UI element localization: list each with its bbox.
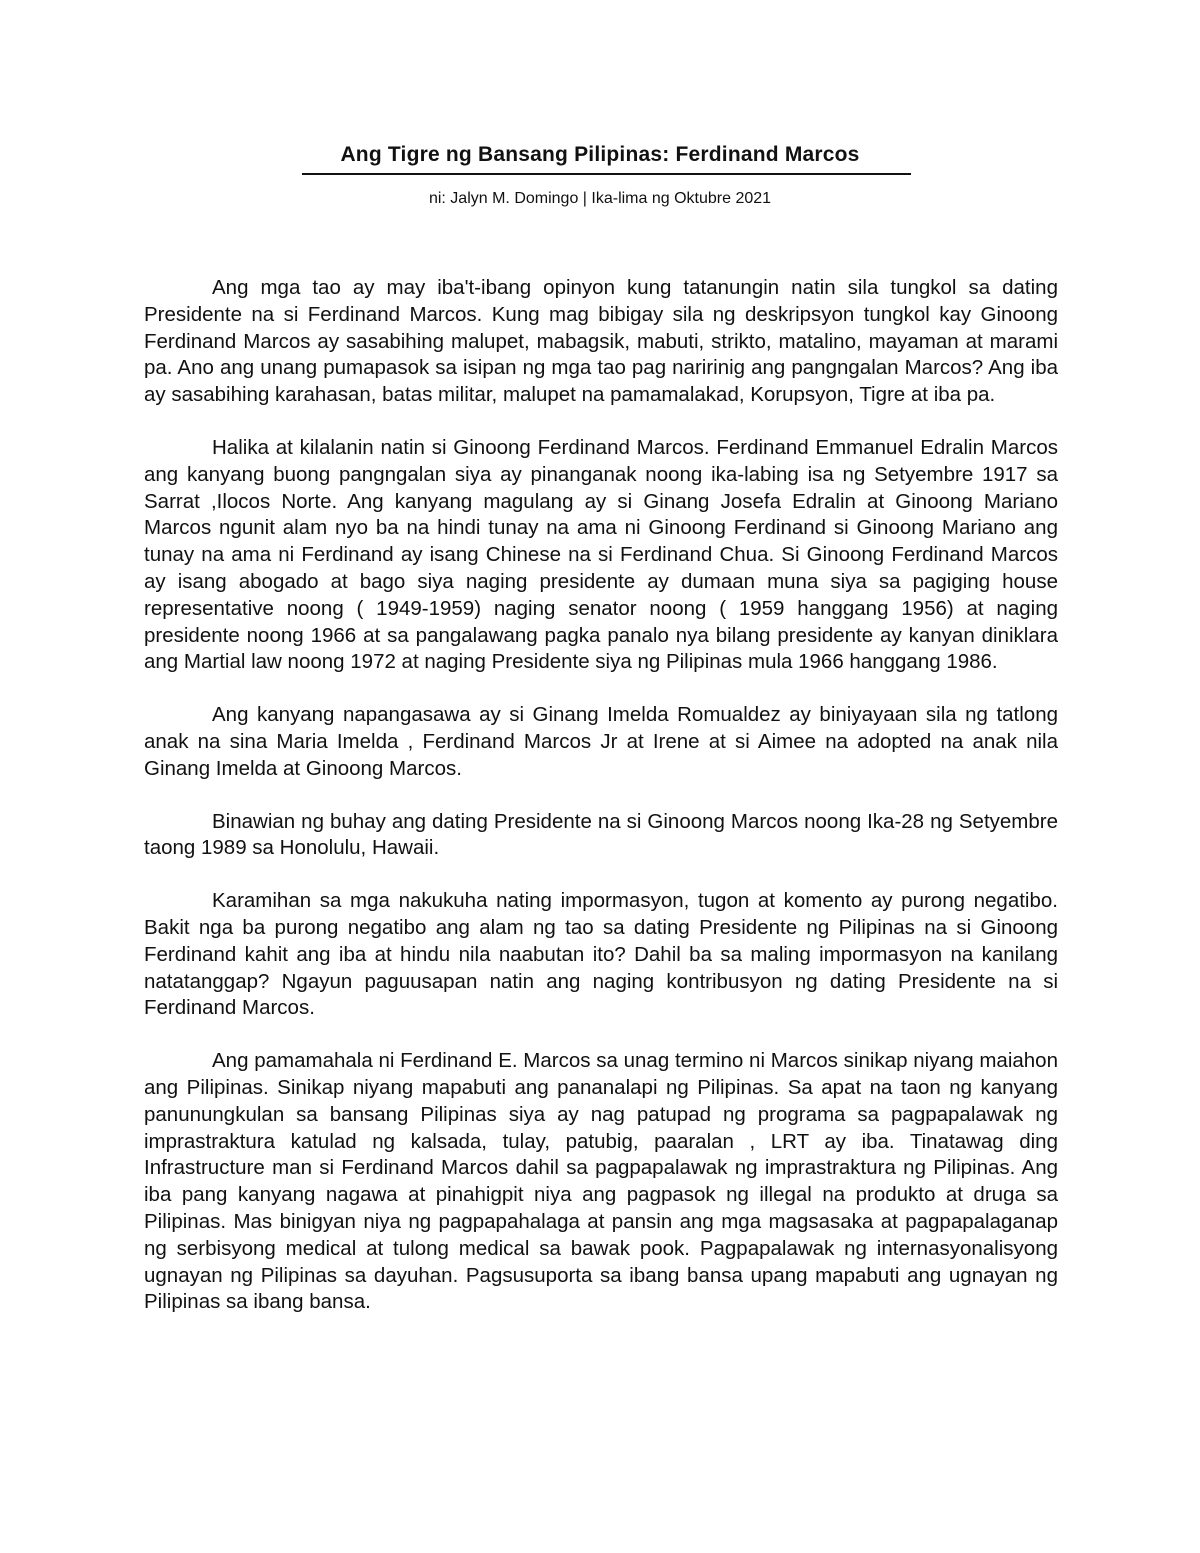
article-body xyxy=(144,275,1058,1342)
document-title: Ang Tigre ng Bansang Pilipinas: Ferdinand Marcos xyxy=(340,143,860,166)
paragraph: Binawian ng buhay ang dating Presidente na si Ginoong Marcos noong Ika-28 ng Setyembre taong 1989 sa Honolulu, Hawaii. xyxy=(144,809,1058,860)
paragraph: Halika at kilalanin natin si Ginoong Ferdinand Marcos. Ferdinand Emmanuel Edralin Marcos ang kanyang buong pangngalan siya ay pinanganak noong ika-labing isa ng Setyembre 1917 sa Sarrat ,Ilocos Norte. Ang kanyang magulang ay si Ginang Josefa Edralin at Ginoong Mariano Marcos ngunit alam nyo ba na hindi tunay na ama ni Ginoong Ferdinand si Ginoong Mariano ang tunay na ama ni Ferdinand ay isang Chinese na si Ferdinand Chua. Si Ginoong Ferdinand Marcos ay isang abogado at bago siya naging presidente ay dumaan muna siya sa pagiging house representative noong ( 1949-1959) naging senator noong ( 1959 hanggang 1956) at naging presidente noong 1966 at sa pangalawang pagka panalo nya bilang presidente ay kanyan diniklara ang Martial law noong 1972 at naging Presidente siya ng Pilipinas mula 1966 hanggang 1986. xyxy=(144,435,1058,674)
paragraph: Ang mga tao ay may iba't-ibang opinyon kung tatanungin natin sila tungkol sa dating Presidente na si Ferdinand Marcos. Kung mag bibigay sila ng deskripsyon tungkol kay Ginoong Ferdinand Marcos ay sasabihing malupet, mabagsik, mabuti, strikto, matalino, mayaman at marami pa. Ano ang unang pumapasok sa isipan ng mga tao pag naririnig ang pangngalan Marcos? Ang iba ay sasabihing karahasan, batas militar, malupet na pamamalakad, Korupsyon, Tigre at iba pa. xyxy=(144,276,1058,407)
paragraph: Ang pamamahala ni Ferdinand E. Marcos sa unag termino ni Marcos sinikap niyang maiahon ang Pilipinas. Sinikap niyang mapabuti ang pananalapi ng Pilipinas. Sa apat na taon ng kanyang panunungkulan sa bansang Pilipinas siya ay nag patupad ng programa sa pagpapalawak ng imprastraktura katulad ng kalsada, tulay, patubig, paaralan , LRT ay iba. Tinatawag ding Infrastructure man si Ferdinand Marcos dahil sa pagpapalawak ng imprastraktura ng Pilipinas. Ang iba pang kanyang nagawa at pinahigpit niya ang pagpasok ng illegal na produkto at druga sa Pilipinas. Mas binigyan niya ng pagpapahalaga at pansin ang mga magsasaka at pagpapalaganap ng serbisyong medical at tulong medical sa bawak pook. Pagpapalawak ng internasyonalisyong ugnayan ng Pilipinas sa dayuhan. Pagsusuporta sa ibang bansa upang mapabuti ang ugnayan ng Pilipinas sa ibang bansa. xyxy=(144,1049,1058,1314)
author-byline: ni: Jalyn M. Domingo | Ika-lima ng Oktubre 2021 xyxy=(428,190,772,207)
title-underline xyxy=(302,173,911,175)
paragraph: Karamihan sa mga nakukuha nating impormasyon, tugon at komento ay purong negatibo. Bakit nga ba purong negatibo ang alam ng tao sa dating Presidente ng Pilipinas na si Ginoong Ferdinand kahit ang iba at hindu nila naabutan ito? Dahil ba sa maling impormasyon na kanilang natatanggap? Ngayun paguusapan natin ang naging kontribusyon ng dating Presidente na si Ferdinand Marcos. xyxy=(144,889,1058,1020)
paragraph: Ang kanyang napangasawa ay si Ginang Imelda Romualdez ay biniyayaan sila ng tatlong anak na sina Maria Imelda , Ferdinand Marcos Jr at Irene at si Aimee na adopted na anak nila Ginang Imelda at Ginoong Marcos. xyxy=(144,703,1058,780)
